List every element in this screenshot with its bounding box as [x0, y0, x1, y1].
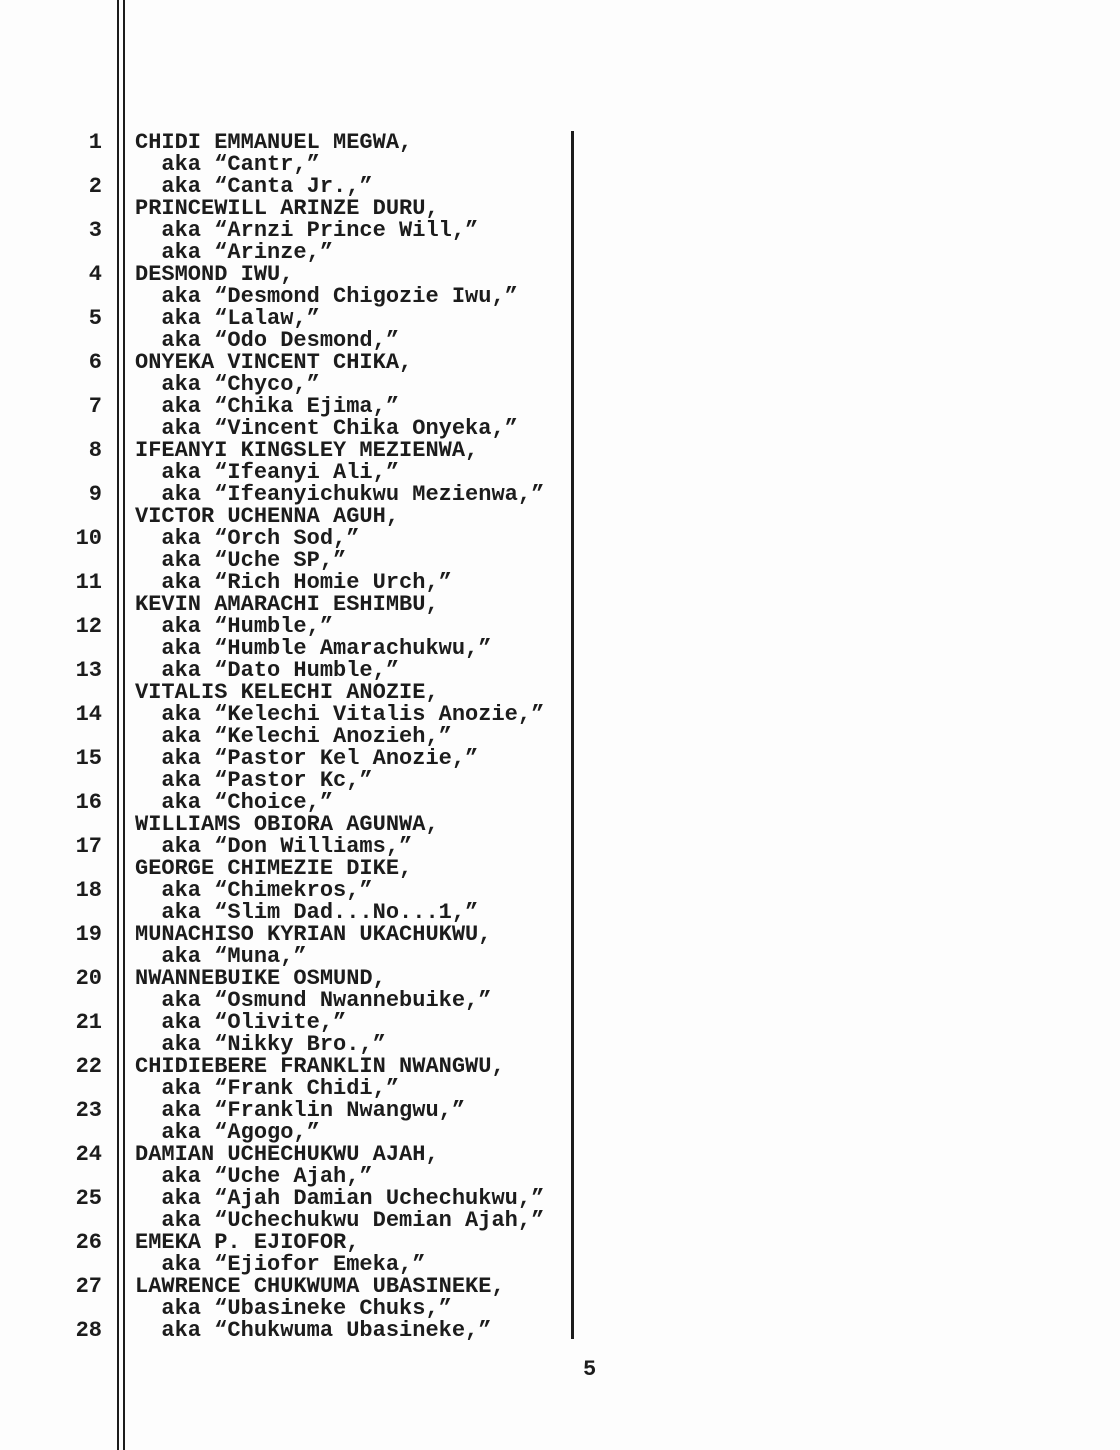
line-text: VICTOR UCHENNA AGUH, — [135, 504, 400, 529]
line-text: aka “Kelechi Vitalis Anozie,” — [135, 702, 545, 727]
document-line — [0, 968, 1120, 990]
line-number — [0, 858, 102, 880]
line-number: 9 — [88, 482, 102, 507]
line-number — [0, 902, 102, 924]
document-line — [0, 814, 1120, 836]
line-text: aka “Franklin Nwangwu,” — [135, 1098, 466, 1123]
document-line — [0, 220, 1120, 242]
line-number — [0, 726, 102, 748]
document-line — [0, 748, 1120, 770]
line-text: aka “Ifeanyichukwu Mezienwa,” — [135, 482, 545, 507]
document-line — [0, 990, 1120, 1012]
line-text: aka “Ajah Damian Uchechukwu,” — [135, 1186, 545, 1211]
line-text: aka “Uchechukwu Demian Ajah,” — [135, 1208, 545, 1233]
line-number: 17 — [75, 834, 102, 859]
line-text: aka “Cantr,” — [135, 152, 320, 177]
line-number — [0, 770, 102, 792]
document-line — [0, 330, 1120, 352]
line-number: 28 — [75, 1318, 102, 1343]
line-text: aka “Dato Humble,” — [135, 658, 400, 683]
document-line — [0, 1210, 1120, 1232]
line-number: 1 — [88, 130, 102, 155]
line-text: GEORGE CHIMEZIE DIKE, — [135, 856, 413, 881]
line-number — [0, 462, 102, 484]
line-text: aka “Ejiofor Emeka,” — [135, 1252, 426, 1277]
line-number: 8 — [88, 438, 102, 463]
line-text: aka “Olivite,” — [135, 1010, 347, 1035]
document-line — [0, 1122, 1120, 1144]
line-text: aka “Lalaw,” — [135, 306, 320, 331]
line-number: 16 — [75, 790, 102, 815]
line-number: 2 — [88, 174, 102, 199]
line-number — [0, 1254, 102, 1276]
line-number: 18 — [75, 878, 102, 903]
document-line — [0, 902, 1120, 924]
line-number — [0, 1122, 102, 1144]
document-line — [0, 726, 1120, 748]
line-text: aka “Osmund Nwannebuike,” — [135, 988, 492, 1013]
document-line — [0, 1232, 1120, 1254]
document-line — [0, 946, 1120, 968]
document-line — [0, 792, 1120, 814]
document-line — [0, 572, 1120, 594]
line-number: 27 — [75, 1274, 102, 1299]
document-line — [0, 770, 1120, 792]
document-line — [0, 924, 1120, 946]
line-number — [0, 374, 102, 396]
line-text: aka “Frank Chidi,” — [135, 1076, 400, 1101]
line-text: aka “Desmond Chigozie Iwu,” — [135, 284, 518, 309]
line-number — [0, 330, 102, 352]
document-line — [0, 1034, 1120, 1056]
line-number — [0, 1078, 102, 1100]
line-number — [0, 154, 102, 176]
line-number: 12 — [75, 614, 102, 639]
line-number: 4 — [88, 262, 102, 287]
document-line — [0, 132, 1120, 154]
document-line — [0, 1056, 1120, 1078]
line-text: LAWRENCE CHUKWUMA UBASINEKE, — [135, 1274, 505, 1299]
line-number: 7 — [88, 394, 102, 419]
document-line — [0, 198, 1120, 220]
document-line — [0, 484, 1120, 506]
document-line — [0, 594, 1120, 616]
line-text: CHIDIEBERE FRANKLIN NWANGWU, — [135, 1054, 505, 1079]
line-text: aka “Arinze,” — [135, 240, 334, 265]
line-number — [0, 594, 102, 616]
line-number — [0, 638, 102, 660]
line-number: 23 — [75, 1098, 102, 1123]
page-number: 5 — [583, 1357, 597, 1382]
document-line — [0, 616, 1120, 638]
line-number: 11 — [75, 570, 102, 595]
line-text: aka “Agogo,” — [135, 1120, 320, 1145]
document-line — [0, 1188, 1120, 1210]
line-text: aka “Vincent Chika Onyeka,” — [135, 416, 518, 441]
line-text: aka “Uche SP,” — [135, 548, 347, 573]
document-line — [0, 352, 1120, 374]
document-line — [0, 1254, 1120, 1276]
line-text: aka “Choice,” — [135, 790, 334, 815]
line-number: 26 — [75, 1230, 102, 1255]
document-body — [0, 132, 1120, 1342]
line-number: 22 — [75, 1054, 102, 1079]
line-text: aka “Humble,” — [135, 614, 334, 639]
line-text: PRINCEWILL ARINZE DURU, — [135, 196, 439, 221]
line-number: 10 — [75, 526, 102, 551]
line-number: 14 — [75, 702, 102, 727]
line-text: aka “Rich Homie Urch,” — [135, 570, 452, 595]
line-number: 5 — [88, 306, 102, 331]
line-text: aka “Chukwuma Ubasineke,” — [135, 1318, 492, 1343]
line-number — [0, 198, 102, 220]
line-number: 24 — [75, 1142, 102, 1167]
line-number: 20 — [75, 966, 102, 991]
line-text: aka “Muna,” — [135, 944, 307, 969]
document-line — [0, 836, 1120, 858]
line-text: aka “Humble Amarachukwu,” — [135, 636, 492, 661]
document-line — [0, 638, 1120, 660]
line-text: aka “Chimekros,” — [135, 878, 373, 903]
line-number — [0, 990, 102, 1012]
line-text: aka “Odo Desmond,” — [135, 328, 400, 353]
line-number: 15 — [75, 746, 102, 771]
line-text: aka “Arnzi Prince Will,” — [135, 218, 479, 243]
line-number: 13 — [75, 658, 102, 683]
line-text: aka “Slim Dad...No...1,” — [135, 900, 479, 925]
document-line — [0, 660, 1120, 682]
line-text: ONYEKA VINCENT CHIKA, — [135, 350, 413, 375]
line-text: IFEANYI KINGSLEY MEZIENWA, — [135, 438, 479, 463]
document-line — [0, 1078, 1120, 1100]
line-number — [0, 506, 102, 528]
line-text: VITALIS KELECHI ANOZIE, — [135, 680, 439, 705]
line-number — [0, 946, 102, 968]
document-line — [0, 1298, 1120, 1320]
line-number: 19 — [75, 922, 102, 947]
line-number: 21 — [75, 1010, 102, 1035]
line-text: aka “Pastor Kel Anozie,” — [135, 746, 479, 771]
document-line — [0, 682, 1120, 704]
line-text: aka “Nikky Bro.,” — [135, 1032, 386, 1057]
line-text: aka “Uche Ajah,” — [135, 1164, 373, 1189]
line-number: 6 — [88, 350, 102, 375]
document-line — [0, 308, 1120, 330]
line-text: DESMOND IWU, — [135, 262, 294, 287]
line-text: aka “Canta Jr.,” — [135, 174, 373, 199]
document-line — [0, 880, 1120, 902]
document-line — [0, 418, 1120, 440]
line-text: aka “Ifeanyi Ali,” — [135, 460, 400, 485]
line-number — [0, 286, 102, 308]
line-number — [0, 418, 102, 440]
line-text: aka “Chyco,” — [135, 372, 320, 397]
line-text: MUNACHISO KYRIAN UKACHUKWU, — [135, 922, 492, 947]
line-number — [0, 682, 102, 704]
document-line — [0, 396, 1120, 418]
line-text: CHIDI EMMANUEL MEGWA, — [135, 130, 413, 155]
line-number — [0, 550, 102, 572]
line-text: aka “Kelechi Anozieh,” — [135, 724, 452, 749]
line-text: aka “Orch Sod,” — [135, 526, 360, 551]
line-text: NWANNEBUIKE OSMUND, — [135, 966, 386, 991]
document-line — [0, 1144, 1120, 1166]
line-text: aka “Don Williams,” — [135, 834, 413, 859]
line-text: DAMIAN UCHECHUKWU AJAH, — [135, 1142, 439, 1167]
line-number: 3 — [88, 218, 102, 243]
document-line — [0, 858, 1120, 880]
document-line — [0, 462, 1120, 484]
document-line — [0, 1320, 1120, 1342]
document-line — [0, 154, 1120, 176]
document-line — [0, 264, 1120, 286]
line-text: aka “Pastor Kc,” — [135, 768, 373, 793]
document-line — [0, 1100, 1120, 1122]
line-number — [0, 1166, 102, 1188]
line-number — [0, 1034, 102, 1056]
line-text: aka “Chika Ejima,” — [135, 394, 400, 419]
line-number — [0, 1298, 102, 1320]
line-text: KEVIN AMARACHI ESHIMBU, — [135, 592, 439, 617]
document-line — [0, 528, 1120, 550]
document-line — [0, 286, 1120, 308]
document-line — [0, 506, 1120, 528]
document-line — [0, 176, 1120, 198]
line-number — [0, 242, 102, 264]
document-line — [0, 374, 1120, 396]
document-line — [0, 242, 1120, 264]
line-text: WILLIAMS OBIORA AGUNWA, — [135, 812, 439, 837]
document-line — [0, 550, 1120, 572]
document-line — [0, 1012, 1120, 1034]
line-number — [0, 814, 102, 836]
line-text: aka “Ubasineke Chuks,” — [135, 1296, 452, 1321]
document-line — [0, 1276, 1120, 1298]
document-line — [0, 704, 1120, 726]
line-number: 25 — [75, 1186, 102, 1211]
line-text: EMEKA P. EJIOFOR, — [135, 1230, 360, 1255]
line-number — [0, 1210, 102, 1232]
document-line — [0, 440, 1120, 462]
document-line — [0, 1166, 1120, 1188]
